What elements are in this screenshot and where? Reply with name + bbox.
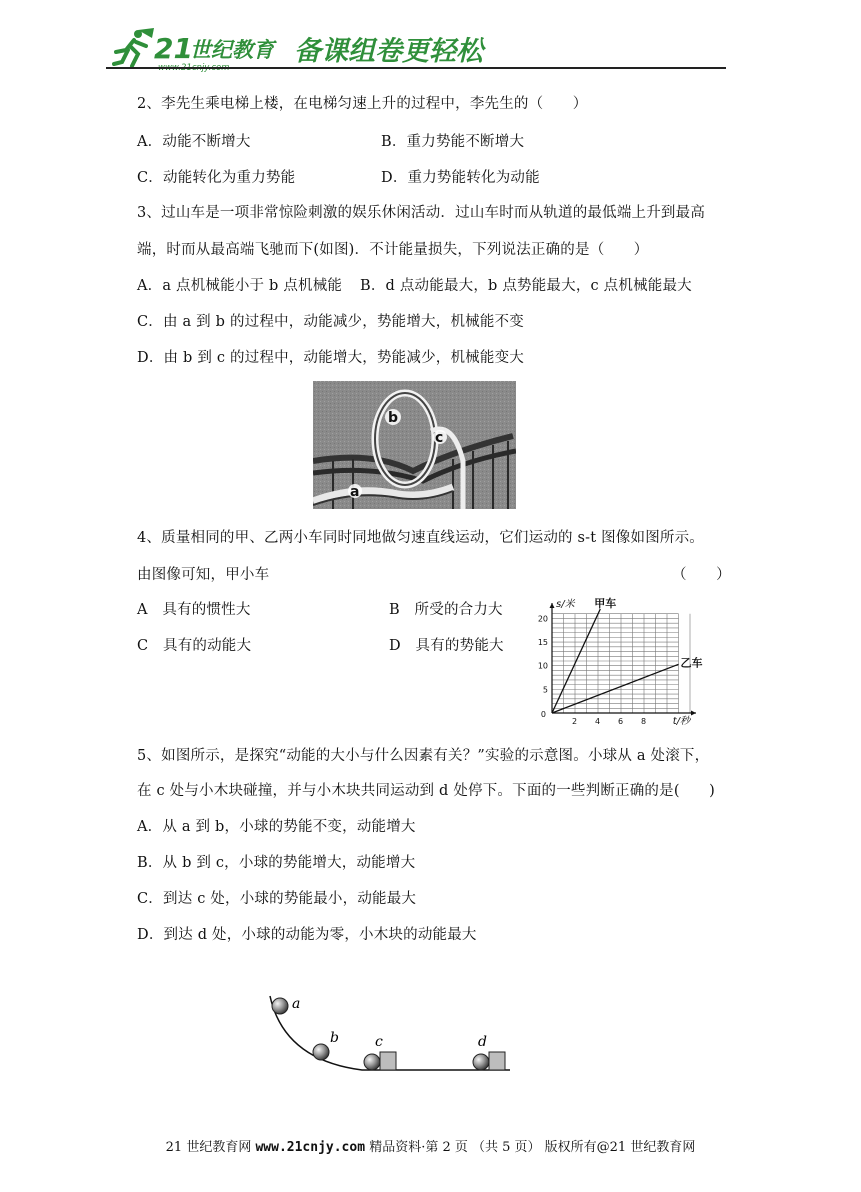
ball-ramp-figure — [262, 990, 522, 1080]
logo-number: 21 — [154, 32, 193, 65]
q5-stem-line2: 在 c 处与小木块碰撞，并与小木块共同运动到 d 处停下。下面的一些判断正确的是( ) — [137, 783, 715, 799]
logo-chinese: 世纪教育 — [190, 38, 274, 62]
runner-icon — [114, 28, 154, 66]
block-c — [380, 1052, 396, 1070]
q5-stem-line1: 5、如图所示，是探究“动能的大小与什么因素有关？”实验的示意图。小球从 a 处滚下， — [137, 748, 710, 764]
q4-answer-blank: （ ） — [672, 567, 731, 583]
y-axis-arrow — [550, 603, 555, 608]
q5-option-c: C．到达 c 处，小球的势能最小，动能最大 — [137, 891, 417, 907]
q4-option-a: A 具有的惯性大 — [137, 602, 251, 618]
q3-stem-line2: 端，时而从最高端飞驰而下(如图)．不计能量损失，下列说法正确的是（ ） — [137, 242, 649, 258]
footer-url: www.21cnjy.com — [255, 1140, 366, 1155]
s-t-chart — [520, 585, 730, 725]
label-c: c — [375, 1034, 383, 1050]
q3-option-b: B．d 点动能最大，b 点势能最大，c 点机械能最大 — [360, 278, 692, 294]
page-footer — [0, 1138, 861, 1158]
q2-option-c: C．动能转化为重力势能 — [137, 170, 296, 186]
chart-grid — [552, 614, 690, 713]
q3-stem-line1: 3、过山车是一项非常惊险刺激的娱乐休闲活动．过山车时而从轨道的最低端上升到最高 — [137, 205, 706, 221]
y-tick-label: 5 — [542, 685, 548, 695]
footer-site: 21 世纪教育网 — [165, 1140, 252, 1155]
origin-label: 0 — [540, 710, 546, 719]
ball-d — [473, 1054, 489, 1070]
ball-c — [364, 1054, 380, 1070]
label-b: b — [330, 1030, 339, 1046]
x-tick-label: t/秒 — [672, 716, 691, 725]
coaster-label-c: c — [435, 430, 444, 446]
q3-option-a: A．a 点机械能小于 b 点机械能 — [137, 278, 343, 294]
q2-option-b: B．重力势能不断增大 — [381, 134, 525, 150]
q3-option-d: D．由 b 到 c 的过程中，动能增大，势能减少，机械能变大 — [137, 350, 524, 366]
q4-stem-line2: 由图像可知，甲小车 — [137, 567, 270, 583]
x-tick-label: 4 — [595, 717, 601, 725]
q4-option-b: B 所受的合力大 — [389, 602, 503, 618]
q2-option-d: D．重力势能转化为动能 — [381, 170, 540, 186]
ball-b — [313, 1044, 329, 1060]
q4-option-d: D 具有的势能大 — [389, 638, 504, 654]
header-slogan: 备课组卷更轻松 — [294, 36, 483, 67]
ball-a — [272, 998, 288, 1014]
chart-tick-labels — [538, 598, 692, 725]
series-label-yi: 乙车 — [680, 656, 703, 670]
q5-option-d: D．到达 d 处，小球的动能为零，小木块的动能最大 — [137, 927, 477, 943]
x-tick-label: 2 — [572, 717, 578, 725]
header-divider — [106, 67, 726, 69]
label-d: d — [478, 1034, 487, 1050]
y-tick-label: 10 — [537, 661, 548, 671]
q2-option-a: A．动能不断增大 — [137, 134, 251, 150]
y-tick-label: 20 — [537, 614, 548, 624]
series-label-jia: 甲车 — [594, 597, 617, 610]
coaster-label-b: b — [388, 410, 399, 426]
q3-option-c: C．由 a 到 b 的过程中，动能减少，势能增大，机械能不变 — [137, 314, 524, 330]
block-d — [489, 1052, 505, 1070]
q2-stem: 2、李先生乘电梯上楼，在电梯匀速上升的过程中，李先生的（ ） — [137, 96, 588, 112]
y-axis-label: s/米 — [556, 599, 575, 610]
label-a: a — [292, 996, 301, 1012]
coaster-label-a: a — [350, 484, 360, 500]
x-tick-label: 6 — [618, 717, 624, 725]
x-tick-label: 8 — [641, 717, 647, 725]
roller-coaster-photo — [313, 381, 516, 509]
footer-info: 精品资料·第 2 页 （共 5 页） 版权所有@21 世纪教育网 — [369, 1140, 696, 1155]
q4-stem-line1: 4、质量相同的甲、乙两小车同时同地做匀速直线运动，它们运动的 s-t 图像如图所示。 — [137, 530, 705, 546]
q4-option-c: C 具有的动能大 — [137, 638, 252, 654]
q5-option-b: B．从 b 到 c，小球的势能增大，动能增大 — [137, 855, 416, 871]
x-axis-arrow — [691, 711, 696, 716]
y-tick-label: 15 — [537, 638, 548, 648]
q5-option-a: A．从 a 到 b，小球的势能不变，动能增大 — [137, 819, 416, 835]
